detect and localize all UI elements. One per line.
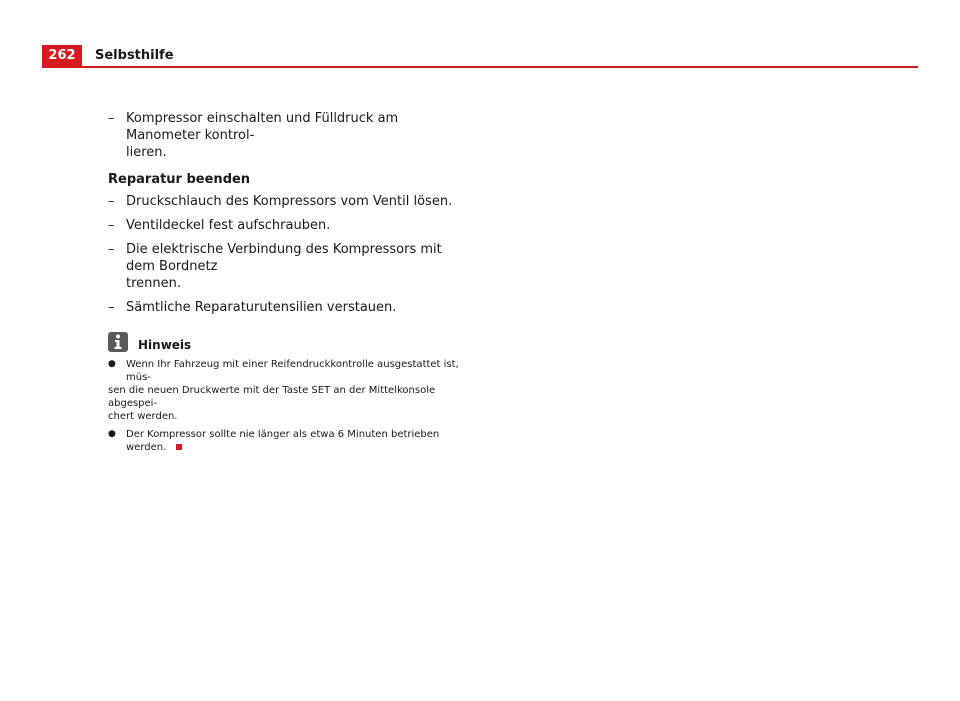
note-bullet	[108, 428, 468, 454]
note-text: chert werden.	[108, 411, 178, 422]
step-text: Ventildeckel fest aufschrauben.	[126, 218, 331, 233]
dash-marker: –	[108, 111, 115, 126]
note-text: Wenn Ihr Fahrzeug mit einer Reifendruckkontrolle ausgestattet ist, müs-	[126, 359, 459, 383]
step-text: Druckschlauch des Kompressors vom Ventil lösen.	[126, 194, 453, 209]
dash-marker: –	[108, 194, 115, 209]
dash-marker: –	[108, 218, 115, 233]
bullet-dot: ●	[108, 429, 116, 439]
step-text: Sämtliche Reparaturutensilien verstauen.	[126, 300, 397, 315]
step-item	[108, 193, 468, 210]
page-header	[42, 45, 918, 68]
info-icon	[108, 332, 128, 352]
step-item	[108, 241, 468, 292]
step-item	[108, 110, 468, 161]
note-header	[108, 332, 468, 352]
step-text: lieren.	[126, 145, 167, 160]
step-item	[108, 217, 468, 234]
step-item	[108, 299, 468, 316]
header-rule	[42, 66, 918, 68]
page-number: 262	[42, 45, 82, 66]
note-text: Der Kompressor sollte nie länger als etwa 6 Minuten betrieben werden.	[126, 429, 440, 453]
dash-marker: –	[108, 242, 115, 257]
note-title: Hinweis	[138, 338, 192, 352]
page-content	[108, 110, 468, 459]
dash-marker: –	[108, 300, 115, 315]
step-text: Kompressor einschalten und Fülldruck am Manometer kontrol-	[126, 111, 399, 143]
end-marker	[176, 444, 182, 450]
step-text: trennen.	[126, 276, 182, 291]
section-heading: Reparatur beenden	[108, 172, 251, 187]
step-text: Die elektrische Verbindung des Kompressors mit dem Bordnetz	[126, 242, 442, 274]
note-bullet	[108, 358, 468, 423]
note-text: sen die neuen Druckwerte mit der Taste SET an der Mittelkonsole abgespei-	[108, 385, 436, 409]
bullet-dot: ●	[108, 359, 116, 369]
chapter-title: Selbsthilfe	[95, 48, 174, 63]
